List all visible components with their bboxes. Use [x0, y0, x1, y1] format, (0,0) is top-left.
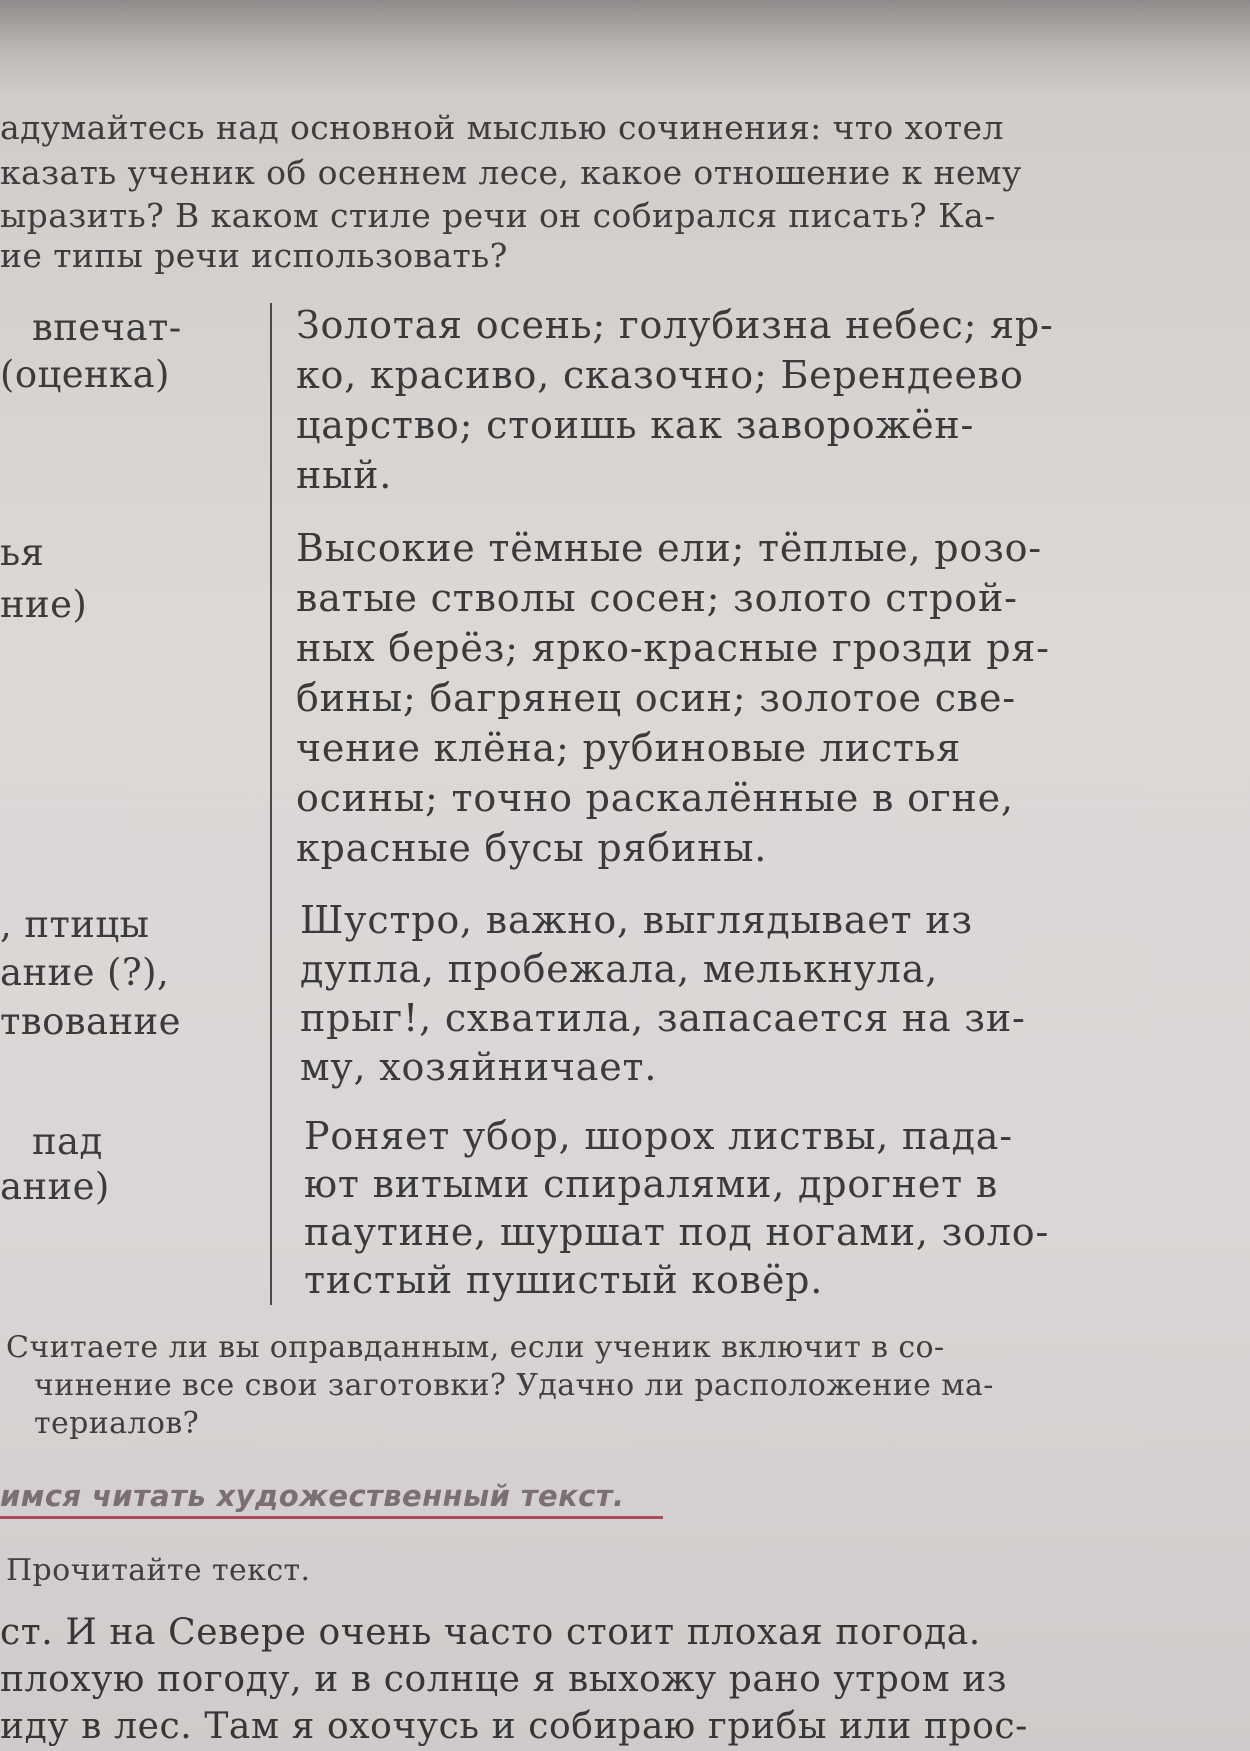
question-line-2: чинение все свои заготовки? Удачно ли расположение ма-: [34, 1368, 994, 1403]
intro-line-4: ие типы речи использовать?: [0, 236, 508, 275]
table-divider: [270, 303, 272, 1305]
question-line-1: Считаете ли вы оправданным, если ученик включит в со-: [6, 1330, 945, 1365]
intro-line-2: казать ученик об осеннем лесе, какое отношение к нему: [0, 153, 1022, 192]
right-cell-line: прыг!, схватила, запасается на зи-: [300, 996, 1026, 1040]
left-cell-line: твование: [0, 1000, 181, 1043]
right-cell-line: красные бусы рябины.: [296, 826, 768, 870]
text-line-3: иду в лес. Там я охочусь и собираю грибы или прос-: [0, 1706, 1028, 1747]
task-instruction: Прочитайте текст.: [6, 1553, 311, 1588]
left-cell-line: пад: [32, 1120, 103, 1163]
right-cell-line: паутине, шуршат под ногами, золо-: [304, 1210, 1050, 1254]
right-cell-line: царство; стоишь как заворожён-: [296, 403, 975, 447]
right-cell-line: бины; багрянец осин; золотое све-: [296, 676, 1016, 720]
section-heading: имся читать художественный текст.: [0, 1479, 625, 1513]
right-cell-line: ный.: [296, 453, 393, 497]
right-cell-line: Шустро, важно, выглядывает из: [300, 898, 973, 942]
right-cell-line: ных берёз; ярко-красные грозди ря-: [296, 626, 1050, 670]
top-shadow: [0, 0, 1250, 95]
left-cell-line: ание (?),: [0, 951, 170, 994]
right-cell-line: ватые стволы сосен; золото строй-: [296, 576, 1018, 620]
right-cell-line: чение клёна; рубиновые листья: [296, 726, 962, 770]
left-cell-line: ние): [0, 583, 88, 626]
left-cell-line: впечат-: [32, 306, 182, 349]
left-cell-line: (оценка): [0, 353, 170, 396]
right-cell-line: Золотая осень; голубизна небес; яр-: [296, 303, 1054, 347]
question-line-3: териалов?: [34, 1406, 200, 1441]
right-cell-line: ко, красиво, сказочно; Берендеево: [296, 353, 1024, 397]
text-line-2: плохую погоду, и в солнце я выхожу рано утром из: [0, 1659, 1008, 1700]
right-cell-line: Высокие тёмные ели; тёплые, розо-: [296, 526, 1042, 570]
right-cell-line: Роняет убор, шорох листвы, пада-: [304, 1114, 1013, 1158]
text-line-1: ст. И на Севере очень часто стоит плохая погода.: [0, 1612, 981, 1653]
intro-line-1: адумайтесь над основной мыслью сочинения: что хотел: [0, 108, 1004, 147]
left-cell-line: ья: [0, 531, 45, 574]
right-cell-line: му, хозяйничает.: [300, 1045, 658, 1089]
right-cell-line: осины; точно раскалённые в огне,: [296, 776, 1014, 820]
left-cell-line: , птицы: [0, 903, 150, 946]
left-cell-line: ание): [0, 1165, 110, 1208]
intro-line-3: ыразить? В каком стиле речи он собирался писать? Ка-: [0, 196, 996, 235]
right-cell-line: тистый пушистый ковёр.: [304, 1258, 824, 1302]
right-cell-line: ют витыми спиралями, дрогнет в: [304, 1162, 999, 1206]
right-cell-line: дупла, пробежала, мелькнула,: [300, 947, 939, 991]
heading-underline: [0, 1516, 663, 1519]
